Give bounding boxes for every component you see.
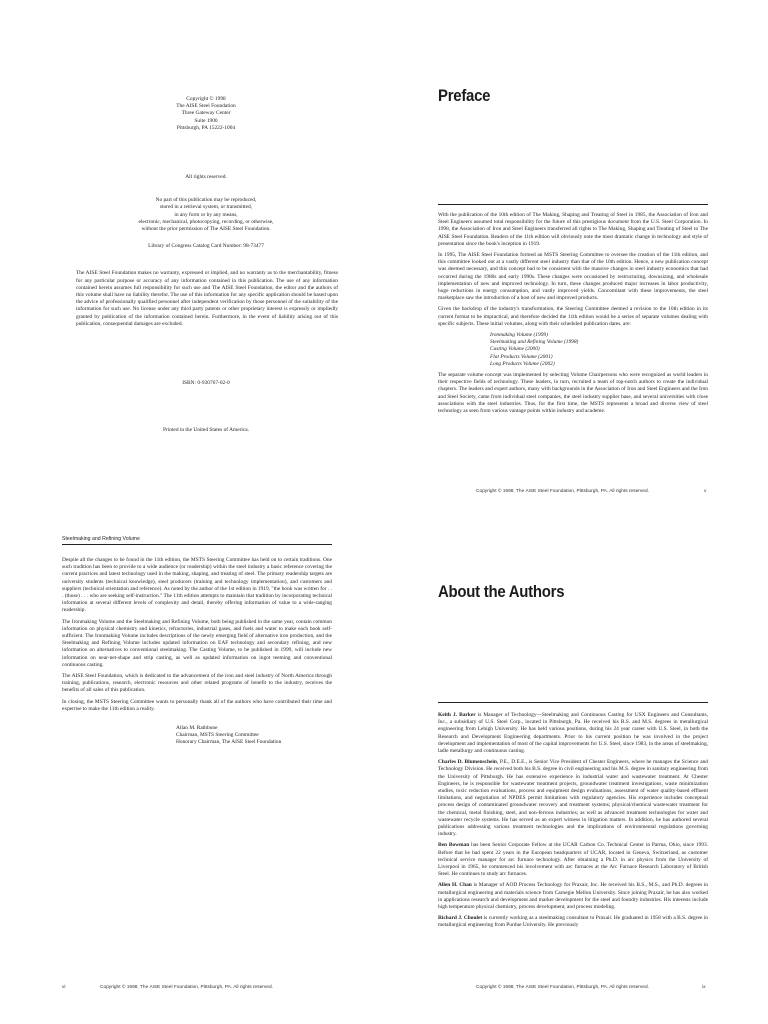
continuation-paragraph: Despite all the changes to be found in the 11th edition, the MSTS Steering Committee has held on to certain traditions. One such tradition has been to provide to a wide audience (or readership) within the steel industry a basic reference covering the current practices and latest technology used in the making, shaping, and treating of steel. The primary readership targets are university students (technical knowledge), steel producers (training and technology implementation), and customers and suppliers (technical orientation and reference). As noted by the author of the 1st edition in 1919, "the book was written for . . . (those) . . . who are seeking self-instruction." The 11th edition attempts to maintain that tradition by incorporating technical information at several different levels of complexity and detail, thereby offering information of value to a wide-ranging readership. <box>62 557 332 614</box>
authors-body <box>438 712 708 934</box>
volume-item: Ironmaking Volume (1999) <box>490 332 548 339</box>
authors-footer: Copyright © 1998, The AISE Steel Foundation, Pittsburgh, PA. All rights reserved. <box>476 985 649 990</box>
author-bio-text: has been Senior Corporate Fellow at the UCAR Carbon Co. Technical Center in Parma, Ohio, since 1993. Before that he had spent 22 years in the European headquarters of UCAR, located in Geneva, Switzerland, as customer technical service manager for arc furnace technology. After obtaining a Ph.D. in arc physics from the University of Liverpool in 1965, he commenced his involvement with arc furnaces at the Arc Furnace Research Laboratory of British Steel. He continues to study arc furnaces. <box>438 842 709 878</box>
preface-body <box>438 212 708 419</box>
author-bio <box>438 759 708 838</box>
signature-title <box>62 739 332 746</box>
author-bio-text: , P.E., D.E.E., is Senior Vice President of Chester Engineers, where he manages the Science and Technology Division. He received both his B.S. degree in civil engineering and his M.S. degree in sanitary engineering from the University of Pittsburgh. He has extensive experience in industrial water and wastewater treatment. At Chester Engineers, he is responsible for wastewater treatment projects, groundwater treatment investigations, waste minimization studies, toxic reduction evaluations, process and equipment design evaluations, assessment of water quality-based effluent limitations, and negotiation of NPDES permit limitations with regulatory agencies. His experience includes conceptual process design of contaminated groundwater recovery and treatment systems; physical/chemical wastewater treatment for the chemical, metal finishing, steel, and non-ferrous industries; as well as advanced treatment technologies for water and wastewater recycle systems. He has served as an expert witness in litigation matters. In addition, he has authored several publications addressing various treatment technologies and the implications of environmental regulations governing industry. <box>438 759 708 838</box>
preface-rule <box>438 204 708 205</box>
signature-name: Allan M. Rathbone <box>176 725 218 732</box>
address-line: Suite 1900 <box>194 117 218 124</box>
isbn: ISBN: 0-930767-02-0 <box>182 380 230 387</box>
preface-footer: Copyright © 1998, The AISE Steel Foundation, Pittsburgh, PA. All rights reserved. <box>476 489 649 494</box>
address-line: Three Gateway Center <box>181 110 231 117</box>
author-bio <box>438 882 708 911</box>
author-name: Keith J. Barker <box>438 712 476 718</box>
signature-title: Chairman, MSTS Steering Committee <box>176 732 259 739</box>
author-bio <box>438 842 708 878</box>
volume-item: Long Products Volume (2002) <box>490 360 555 367</box>
author-name: Richard J. Choulet <box>438 915 483 922</box>
disclaimer: The AISE Steel Foundation makes no warranty, expressed or implied, and no warranty as to the merchantability, fitness for any particular purpose or accuracy of any information contained in this publication. The use of any information contained herein assumes full responsibility for such use and The AISE Steel Foundation, the editor and the authors of this volume shall have no liability therefor. The use of this information for any specific application should be based upon the advice of professionally qualified personnel after independent verification by those personnel of the suitability of the information for such use. No license under any third party patents or other proprietary interest is expressly or impliedly granted by publication of the information contained herein. Furthermore, in the event of liability arising out of this publication, consequential damages are excluded. <box>76 270 338 327</box>
author-name: Allen H. Chan <box>438 882 472 889</box>
continuation-body <box>62 557 332 747</box>
running-head: Steelmaking and Refining Volume <box>62 536 140 542</box>
preface-paragraph: Given the backdrop of the industry's transformation, the Steering Committee deemed a revision to the 10th edition in its current format to be impractical, and therefore decided the 11th edition would be a series of separate volumes dealing with specific subjects. These initial volumes, along with their scheduled publication dates, are: <box>438 306 708 327</box>
volume-item: Flat Products Volume (2001) <box>490 353 553 360</box>
author-bio <box>438 712 708 755</box>
preface-heading: Preface <box>438 86 491 105</box>
rights-reserved: All rights reserved. <box>185 174 227 181</box>
address-line: Copyright © 1998 <box>186 96 226 102</box>
volume-item: Casting Volume (2000) <box>490 346 540 353</box>
notice-line: without the prior permission of The AISE Steel Foundation. <box>141 226 271 233</box>
preface-page-number: v <box>704 489 707 494</box>
printed-in: Printed in the United States of America. <box>162 427 250 434</box>
publisher-address-block <box>66 96 346 132</box>
notice-line: electronic, mechanical, photocopying, recording, or otherwise, <box>138 218 274 225</box>
volume-item: Steelmaking and Refining Volume (1998) <box>490 339 579 346</box>
address-line: Pittsburgh, PA 15222-1004 <box>176 124 236 131</box>
continuation-paragraph: In closing, the MSTS Steering Committee wants to personally thank all of the authors who have contributed their time and expertise to make the 11th edition a reality. <box>62 698 332 712</box>
notice-line: stored in a retrieval system, or transmitted, <box>159 204 253 211</box>
address-line: The AISE Steel Foundation <box>176 103 236 110</box>
author-bio-text: is currently working as a steelmaking consultant to Praxair. He graduated in 1958 with a B.S. degree in metallurgical engineering from Purdue University. He previously <box>438 915 708 929</box>
volume-list <box>438 332 708 368</box>
authors-page-number: ix <box>702 985 706 990</box>
author-bio <box>438 915 708 929</box>
authors-rule <box>438 702 708 703</box>
preface-paragraph: The separate volume concept was implemented by selecting Volume Chairpersons who were recognized as world leaders in their respective fields of technology. These leaders, in turn, recruited a team of top-notch authors to create the individual chapters. The leaders and expert authors, many with backgrounds in the Association of Iron and Steel Engineers and the Iron and Steel Society, came from individual steel companies, the steel industry supplier base, and several universities with close associations with the steel industries. Thus, for the first time, the MSTS represents a broad and diverse view of steel technology as seen from various vantage points within industry and academe. <box>438 372 708 415</box>
loc-catalog-number: Library of Congress Catalog Card Number: 98-73477 <box>148 243 264 250</box>
preface-paragraph: In 1995, The AISE Steel Foundation formed an MSTS Steering Committee to oversee the creation of the 11th edition, and this committee looked out at a vastly different steel industry than that of the 10th edition. Hence, a new publication concept was deemed necessary, and this concept had to be consistent with the massive changes in steel industry economics that had occurred during the 1980s and early 1990s. These changes were occasioned by restructuring, downsizing, and wholesale implementation of new and improved technology. In turn, these changes produced major increases in labor productivity, huge reductions in energy consumption, and vastly improved yields. Concomitant with these improvements, the steel marketplace saw the introduction of a host of new and improved products. <box>438 252 708 302</box>
continuation-paragraph: The AISE Steel Foundation, which is dedicated to the advancement of the iron and steel industry of North America through training, publications, research, electronic resources and other related programs of benefit to the industry, receives the benefits of all sales of this publication. <box>62 673 332 694</box>
author-bio-text: is Manager of AOD Process Technology for Praxair, Inc. He received his B.S., M.S., and Ph.D. degrees in metallurgical engineering and materials science from Carnegie Mellon University. Since joining Praxair, he has also worked in applications research and development and market development for the steel and foundry industries. His interests include high temperature physical chemistry, process development, and process modeling. <box>438 882 708 911</box>
running-head-rule <box>62 544 332 545</box>
authors-heading: About the Authors <box>438 582 565 601</box>
signature-block <box>62 725 332 747</box>
copyright-page <box>66 96 346 434</box>
continuation-footer: Copyright © 1998, The AISE Steel Foundation, Pittsburgh, PA. All rights reserved. <box>100 985 273 990</box>
signature-title-text: Honorary Chairman, The AISE Steel Foundation <box>176 739 282 746</box>
author-name: Ben Bowman <box>438 842 470 849</box>
author-name: Charles D. Blumenschein <box>438 759 497 766</box>
continuation-paragraph: The Ironmaking Volume and the Steelmaking and Refining Volume, both being published in the same year, contain common information on physical chemistry and kinetics, refractories, industrial gases, and fuels and water to make each book self-sufficient. The Ironmaking Volume includes descriptions of the newly emerging field of alternative iron production, and the Steelmaking and Refining Volume includes updated information on EAF technology and secondary refining, and new information on alternatives to conventional steelmaking. The Casting Volume, to be published in 1999, will include new information on near-net-shape and strip casting, as well as updated information on ingot teeming and conventional continuous casting. <box>62 618 332 668</box>
notice-line: in any form or by any means, <box>174 211 238 218</box>
reproduction-notice <box>66 197 346 233</box>
preface-paragraph: With the publication of the 10th edition of The Making, Shaping and Treating of Steel in 1985, the Association of Iron and Steel Engineers assumed total responsibility for the future of this prestigious document from the U.S. Steel Corporation. In 1998, the Association of Iron and Steel Engineers transferred all rights to The Making, Shaping and Treating of Steel to The AISE Steel Foundation. Readers of the 11th edition will obviously note the most dramatic change in technology and style of presentation since the book's inception in 1919. <box>438 212 708 247</box>
author-bio-text: is Manager of Technology—Steelmaking and Continuous Casting for USX Engineers and Consultants, Inc., a subsidiary of U.S. Steel Corp., located in Pittsburgh, Pa. He received his B.S. and M.S. degrees in metallurgical engineering from Lehigh University. He has held various positions, during his 24 year career with U.S. Steel, in both the Research and Development Engineering departments. Prior to his current position he was involved in the project development and implementation of most of the capital improvements for U.S. Steel, since 1983, in the areas of steelmaking, ladle metallurgy and continuous casting. <box>438 712 708 755</box>
continuation-page-number: vi <box>62 985 66 990</box>
notice-line: No part of this publication may be reproduced, <box>155 197 257 204</box>
